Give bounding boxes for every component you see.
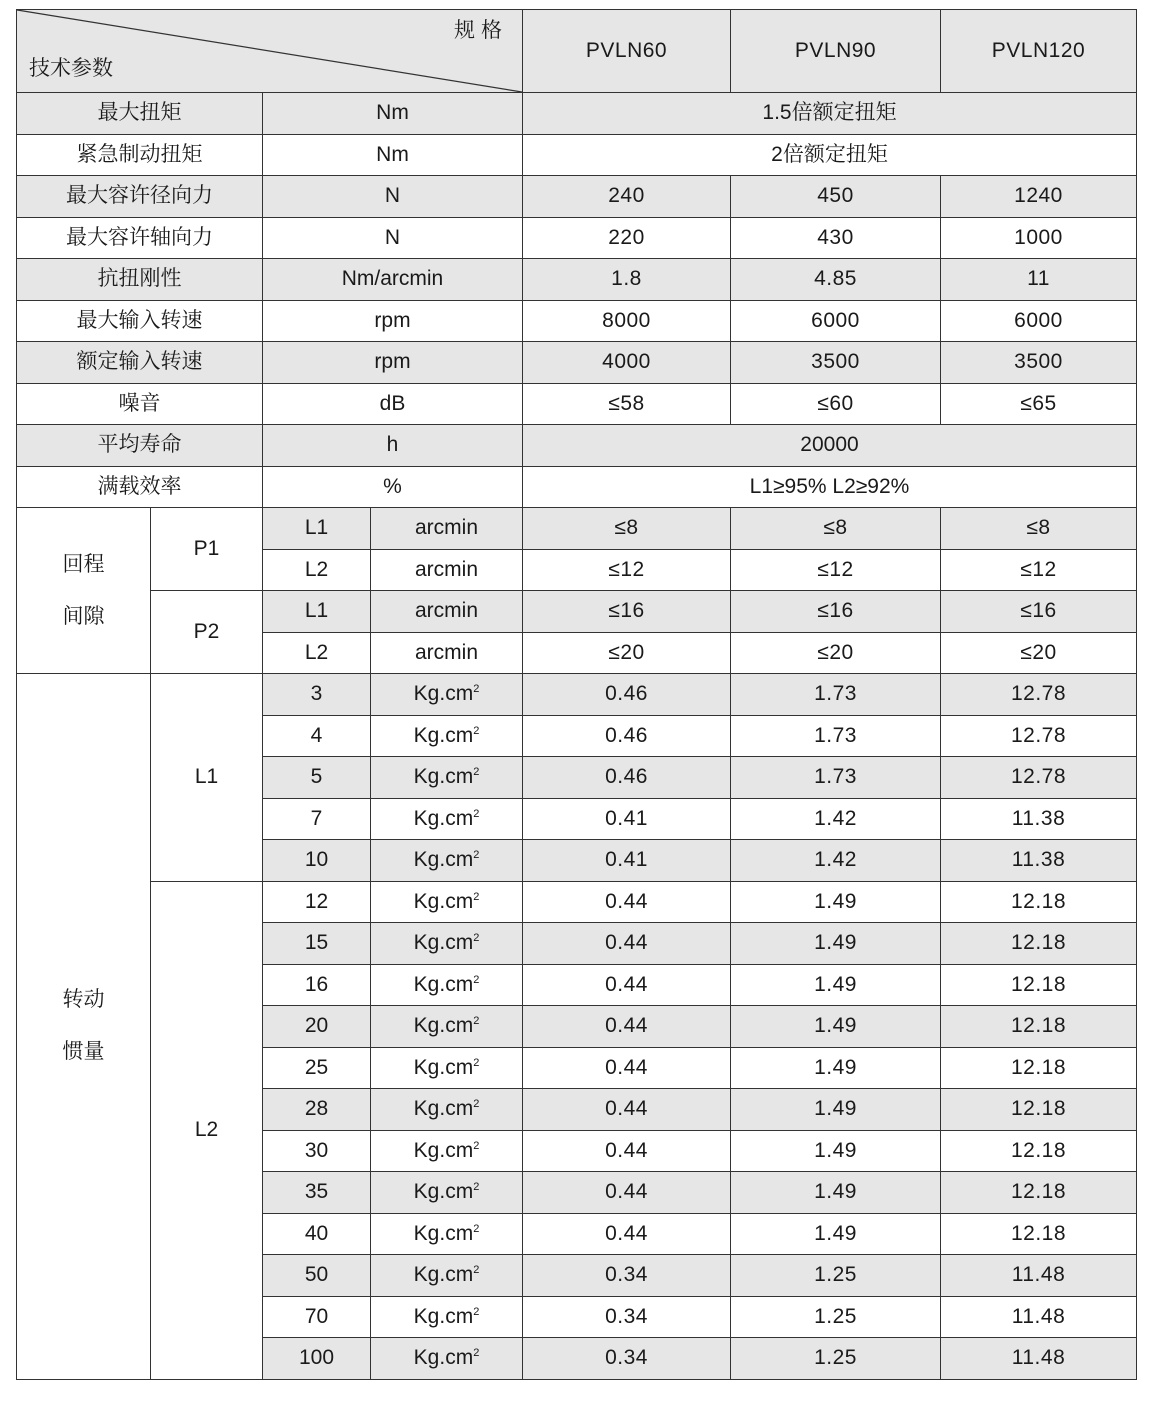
value-cell: ≤8 (523, 508, 731, 550)
unit-superscript: 2 (473, 1181, 480, 1194)
value-cell: ≤12 (731, 549, 941, 591)
ratio-cell: 25 (263, 1047, 371, 1089)
value-cell: 1.42 (731, 798, 941, 840)
value-cell: 1.8 (523, 259, 731, 301)
ratio-cell: 30 (263, 1130, 371, 1172)
value-cell: 12.18 (941, 964, 1137, 1006)
param-unit: rpm (263, 300, 523, 342)
value-cell: 11.48 (941, 1338, 1137, 1380)
inertia-row (17, 881, 1137, 923)
value-cell: 12.18 (941, 923, 1137, 965)
unit-superscript: 2 (473, 973, 480, 986)
value-cell: ≤60 (731, 383, 941, 425)
stage-group: L1 (151, 674, 263, 882)
unit-cell: arcmin (371, 632, 523, 674)
value-cell: 0.46 (523, 757, 731, 799)
unit-superscript: 2 (473, 807, 480, 820)
value-cell: 4.85 (731, 259, 941, 301)
param-row (17, 259, 1137, 301)
stage-cell: L2 (263, 632, 371, 674)
param-name: 平均寿命 (17, 425, 263, 467)
value-cell: 0.34 (523, 1255, 731, 1297)
unit-superscript: 2 (473, 1347, 480, 1360)
backlash-row (17, 508, 1137, 550)
value-cell: 0.44 (523, 881, 731, 923)
param-row (17, 466, 1137, 508)
param-unit: rpm (263, 342, 523, 384)
param-row (17, 217, 1137, 259)
unit-superscript: 2 (473, 932, 480, 945)
param-name: 噪音 (17, 383, 263, 425)
unit-superscript: 2 (473, 766, 480, 779)
param-name: 最大扭矩 (17, 93, 263, 135)
unit-cell: arcmin (371, 508, 523, 550)
param-row (17, 342, 1137, 384)
stage-cell: L1 (263, 591, 371, 633)
value-cell: ≤12 (941, 549, 1137, 591)
inertia-label-line: 转动 (62, 988, 105, 1012)
unit-cell (371, 1338, 523, 1380)
value-cell: 430 (731, 217, 941, 259)
unit-cell (371, 964, 523, 1006)
unit-cell (371, 715, 523, 757)
ratio-cell: 100 (263, 1338, 371, 1380)
param-unit: Nm (263, 134, 523, 176)
value-cell: 1.49 (731, 964, 941, 1006)
merged-value: L1≥95% L2≥92% (523, 466, 1137, 508)
value-cell: 12.78 (941, 674, 1137, 716)
value-cell: 0.41 (523, 798, 731, 840)
ratio-cell: 15 (263, 923, 371, 965)
unit-base: Kg.cm (413, 1180, 474, 1204)
model-header: PVLN60 (523, 10, 731, 93)
value-cell: ≤58 (523, 383, 731, 425)
param-name: 最大输入转速 (17, 300, 263, 342)
unit-base: Kg.cm (413, 848, 474, 872)
value-cell: 12.78 (941, 715, 1137, 757)
inertia-label-line: 惯量 (62, 1040, 105, 1064)
unit-cell (371, 881, 523, 923)
value-cell: 0.44 (523, 1213, 731, 1255)
value-cell: ≤12 (523, 549, 731, 591)
unit-base: Kg.cm (413, 931, 474, 955)
value-cell: 1.25 (731, 1338, 941, 1380)
unit-superscript: 2 (473, 1015, 480, 1028)
value-cell: 0.41 (523, 840, 731, 882)
value-cell: 0.44 (523, 964, 731, 1006)
backlash-row (17, 591, 1137, 633)
unit-cell (371, 757, 523, 799)
value-cell: ≤8 (941, 508, 1137, 550)
param-name: 抗扭刚性 (17, 259, 263, 301)
value-cell: 12.18 (941, 1213, 1137, 1255)
unit-superscript: 2 (473, 1264, 480, 1277)
inertia-row (17, 674, 1137, 716)
value-cell: 12.18 (941, 881, 1137, 923)
param-row (17, 383, 1137, 425)
unit-base: Kg.cm (413, 1055, 474, 1079)
param-unit: Nm (263, 93, 523, 135)
value-cell: ≤16 (941, 591, 1137, 633)
value-cell: 11 (941, 259, 1137, 301)
value-cell: 0.34 (523, 1296, 731, 1338)
spec-table (16, 9, 1137, 1380)
value-cell: ≤65 (941, 383, 1137, 425)
value-cell: 11.48 (941, 1255, 1137, 1297)
param-name: 额定输入转速 (17, 342, 263, 384)
ratio-cell: 4 (263, 715, 371, 757)
value-cell: 6000 (731, 300, 941, 342)
param-row (17, 300, 1137, 342)
value-cell: ≤16 (731, 591, 941, 633)
value-cell: 1.73 (731, 674, 941, 716)
unit-base: Kg.cm (413, 1346, 474, 1370)
value-cell: ≤16 (523, 591, 731, 633)
value-cell: 1.49 (731, 1089, 941, 1131)
value-cell: 4000 (523, 342, 731, 384)
unit-superscript: 2 (473, 1098, 480, 1111)
value-cell: 0.46 (523, 715, 731, 757)
ratio-cell: 3 (263, 674, 371, 716)
value-cell: 1.25 (731, 1255, 941, 1297)
param-row (17, 134, 1137, 176)
value-cell: 1.73 (731, 715, 941, 757)
value-cell: 1.49 (731, 923, 941, 965)
unit-base: Kg.cm (413, 972, 474, 996)
value-cell: 8000 (523, 300, 731, 342)
param-label: 技术参数 (29, 57, 113, 80)
precision-grade: P2 (151, 591, 263, 674)
value-cell: ≤20 (941, 632, 1137, 674)
value-cell: 0.46 (523, 674, 731, 716)
value-cell: 12.18 (941, 1089, 1137, 1131)
ratio-cell: 20 (263, 1006, 371, 1048)
unit-base: Kg.cm (413, 889, 474, 913)
unit-superscript: 2 (473, 849, 480, 862)
value-cell: 0.44 (523, 1047, 731, 1089)
value-cell: ≤20 (523, 632, 731, 674)
value-cell: ≤8 (731, 508, 941, 550)
value-cell: 1.49 (731, 1213, 941, 1255)
param-unit: % (263, 466, 523, 508)
ratio-cell: 35 (263, 1172, 371, 1214)
value-cell: 1.73 (731, 757, 941, 799)
unit-cell: arcmin (371, 549, 523, 591)
unit-base: Kg.cm (413, 723, 474, 747)
value-cell: 1.25 (731, 1296, 941, 1338)
unit-base: Kg.cm (413, 1304, 474, 1328)
value-cell: 11.38 (941, 840, 1137, 882)
stage-group: L2 (151, 881, 263, 1379)
unit-cell (371, 1213, 523, 1255)
value-cell: 0.34 (523, 1338, 731, 1380)
model-header: PVLN90 (731, 10, 941, 93)
param-unit: N (263, 217, 523, 259)
unit-superscript: 2 (473, 724, 480, 737)
value-cell: 12.18 (941, 1006, 1137, 1048)
unit-cell (371, 1296, 523, 1338)
value-cell: 11.38 (941, 798, 1137, 840)
unit-base: Kg.cm (413, 682, 474, 706)
backlash-label-line: 回程 (62, 552, 105, 576)
unit-cell (371, 1047, 523, 1089)
merged-value: 2倍额定扭矩 (523, 134, 1137, 176)
inertia-label (17, 674, 151, 1380)
param-name: 紧急制动扭矩 (17, 134, 263, 176)
value-cell: 1.49 (731, 881, 941, 923)
value-cell: 12.18 (941, 1047, 1137, 1089)
unit-superscript: 2 (473, 1056, 480, 1069)
value-cell: 1.49 (731, 1047, 941, 1089)
header-corner-cell (17, 10, 523, 93)
merged-value: 1.5倍额定扭矩 (523, 93, 1137, 135)
param-row (17, 176, 1137, 218)
unit-cell (371, 674, 523, 716)
param-unit: N (263, 176, 523, 218)
stage-cell: L1 (263, 508, 371, 550)
unit-superscript: 2 (473, 1305, 480, 1318)
param-unit: dB (263, 383, 523, 425)
param-name: 最大容许径向力 (17, 176, 263, 218)
value-cell: 1.42 (731, 840, 941, 882)
param-name: 满载效率 (17, 466, 263, 508)
backlash-label (17, 508, 151, 674)
ratio-cell: 16 (263, 964, 371, 1006)
value-cell: ≤20 (731, 632, 941, 674)
unit-base: Kg.cm (413, 1014, 474, 1038)
unit-cell (371, 1172, 523, 1214)
unit-base: Kg.cm (413, 1221, 474, 1245)
spec-label: 规格 (454, 19, 508, 42)
ratio-cell: 70 (263, 1296, 371, 1338)
unit-base: Kg.cm (413, 1138, 474, 1162)
unit-cell (371, 840, 523, 882)
ratio-cell: 10 (263, 840, 371, 882)
unit-cell (371, 923, 523, 965)
value-cell: 450 (731, 176, 941, 218)
stage-cell: L2 (263, 549, 371, 591)
param-unit: h (263, 425, 523, 467)
unit-cell (371, 1006, 523, 1048)
param-row (17, 425, 1137, 467)
value-cell: 1.49 (731, 1172, 941, 1214)
ratio-cell: 12 (263, 881, 371, 923)
unit-cell: arcmin (371, 591, 523, 633)
value-cell: 6000 (941, 300, 1137, 342)
unit-base: Kg.cm (413, 806, 474, 830)
param-unit: Nm/arcmin (263, 259, 523, 301)
unit-base: Kg.cm (413, 1263, 474, 1287)
header-row (17, 10, 1137, 93)
model-header: PVLN120 (941, 10, 1137, 93)
value-cell: 220 (523, 217, 731, 259)
merged-value: 20000 (523, 425, 1137, 467)
value-cell: 12.78 (941, 757, 1137, 799)
unit-superscript: 2 (473, 683, 480, 696)
value-cell: 3500 (731, 342, 941, 384)
value-cell: 240 (523, 176, 731, 218)
unit-cell (371, 798, 523, 840)
ratio-cell: 40 (263, 1213, 371, 1255)
unit-base: Kg.cm (413, 765, 474, 789)
unit-base: Kg.cm (413, 1097, 474, 1121)
value-cell: 1.49 (731, 1006, 941, 1048)
value-cell: 1.49 (731, 1130, 941, 1172)
value-cell: 0.44 (523, 1006, 731, 1048)
unit-cell (371, 1255, 523, 1297)
value-cell: 0.44 (523, 1089, 731, 1131)
precision-grade: P1 (151, 508, 263, 591)
value-cell: 0.44 (523, 1130, 731, 1172)
value-cell: 3500 (941, 342, 1137, 384)
unit-superscript: 2 (473, 890, 480, 903)
param-row (17, 93, 1137, 135)
value-cell: 0.44 (523, 923, 731, 965)
value-cell: 1240 (941, 176, 1137, 218)
value-cell: 11.48 (941, 1296, 1137, 1338)
ratio-cell: 7 (263, 798, 371, 840)
ratio-cell: 5 (263, 757, 371, 799)
value-cell: 12.18 (941, 1172, 1137, 1214)
value-cell: 1000 (941, 217, 1137, 259)
value-cell: 0.44 (523, 1172, 731, 1214)
ratio-cell: 50 (263, 1255, 371, 1297)
ratio-cell: 28 (263, 1089, 371, 1131)
unit-cell (371, 1089, 523, 1131)
value-cell: 12.18 (941, 1130, 1137, 1172)
unit-cell (371, 1130, 523, 1172)
unit-superscript: 2 (473, 1222, 480, 1235)
backlash-label-line: 间隙 (62, 604, 105, 628)
unit-superscript: 2 (473, 1139, 480, 1152)
param-name: 最大容许轴向力 (17, 217, 263, 259)
